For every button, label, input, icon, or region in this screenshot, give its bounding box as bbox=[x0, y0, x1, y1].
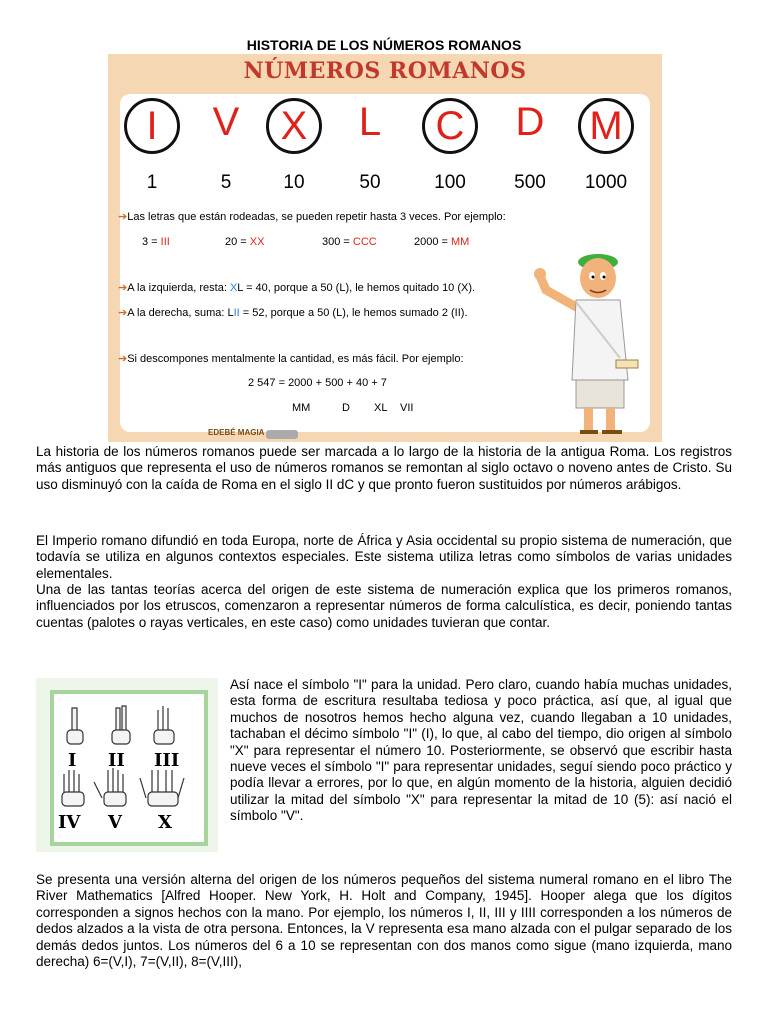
rule-repeat-text: Las letras que están rodeadas, se pueden repetir hasta 3 veces. Por ejemplo: bbox=[127, 211, 506, 223]
rule-right-prefix: A la derecha, suma: bbox=[127, 307, 228, 319]
numeral-value: 5 bbox=[220, 172, 232, 193]
decompose-roman: XL bbox=[374, 402, 388, 414]
rule-add-right bbox=[118, 306, 468, 319]
numeral-value: 50 bbox=[359, 172, 381, 193]
roman-numeral: C bbox=[422, 98, 478, 154]
numeral-value: 500 bbox=[514, 172, 546, 193]
paragraph-empire: El Imperio romano difundió en toda Europa, norte de África y Asia occidental su propio sistema de numeración, que todavía se utiliza en algunos contextos especiales. Este sistema utiliza letras como símbolos de varias unidades elementales. bbox=[36, 533, 732, 581]
rule-left-highlight: X bbox=[229, 282, 238, 294]
roman-numeral: X bbox=[266, 98, 322, 154]
paragraph-symbol-origin: Así nace el símbolo "I" para la unidad. Pero claro, cuando había muchas unidades, esta forma de escritura resultaba tediosa y poco práctica, así que, al igual que muchos de nosotros hemos hecho alguna vez, cuando llegaban a 10 unidades, tachaban el décimo símbolo "I" (I), lo que, al cabo del tiempo, dio origen al símbolo "X" para representar el número 10. Posteriormente, se observó que escribir hasta nueve veces el símbolo "I" para representar unidades, seguí siendo poco práctico y podía llevar a errores, por lo que, en algún momento de la historia, alguien decidió utilizar la mitad del símbolo "X" para representar la mitad de 10 (5): así nació el símbolo "V". bbox=[230, 677, 732, 824]
example-rhs: CCC bbox=[352, 236, 377, 248]
example-lhs: 2000 = bbox=[414, 236, 452, 248]
arrow-right-icon: ➔ bbox=[118, 211, 128, 223]
license-badge-icon bbox=[266, 430, 298, 439]
example-rhs: III bbox=[160, 236, 170, 248]
roman-numeral: M bbox=[578, 98, 634, 154]
rule-left-prefix: A la izquierda, resta: bbox=[127, 282, 230, 294]
roman-numeral: D bbox=[515, 100, 545, 144]
arrow-right-icon: ➔ bbox=[118, 307, 128, 319]
hand-label: V bbox=[108, 812, 122, 833]
numeral-value: 10 bbox=[283, 172, 305, 193]
paragraph-hooper: Se presenta una versión alterna del origen de los números pequeños del sistema numeral romano en el libro The River Mathematics [Alfred Hooper. New York, H. Holt and Company, 1945]. Hooper alega que los dígitos corresponden a signos hechos con la mano. Por ejemplo, los números I, II, III y IIII corresponden a los números de dedos alzados a la vista de otra persona. Entonces, la V representa esa mano alzada con el pulgar separado de los demás dedos juntos. Los números del 6 a 10 se representan con dos manos como sigue (mano izquierda, mano derecha) 6=(V,I), 7=(V,II), 8=(V,III), bbox=[36, 872, 732, 970]
roman-numeral: V bbox=[212, 100, 240, 144]
roman-numeral: L bbox=[358, 100, 382, 144]
infographic-title: NÚMEROS ROMANOS bbox=[243, 58, 527, 84]
paragraph-history: La historia de los números romanos puede ser marcada a lo largo de la historia de la antigua Roma. Los registros más antiguos que representa el uso de números romanos se remontan al siglo octavo o noveno antes de Cristo. Su uso disminuyó con la caída de Roma en el siglo II dC y que pronto fueron sustituidos por números arábigos. bbox=[36, 444, 732, 492]
hand-label: II bbox=[108, 750, 125, 771]
roman-numeral: I bbox=[124, 98, 180, 154]
rule-repeat bbox=[118, 210, 506, 223]
example-rhs: XX bbox=[249, 236, 265, 248]
rule-right-highlight: II bbox=[233, 307, 240, 319]
rule-left-letter: L bbox=[237, 282, 244, 294]
decompose-equation: 2 547 = 2000 + 500 + 40 + 7 bbox=[248, 377, 387, 389]
arrow-right-icon: ➔ bbox=[118, 282, 128, 294]
example-item bbox=[414, 236, 469, 248]
numeral-value: 1 bbox=[146, 172, 158, 193]
rule-right-rest: = 52, porque a 50 (L), le hemos sumado 2 (II). bbox=[239, 307, 468, 319]
rule-left-rest: = 40, porque a 50 (L), le hemos quitado 10 (X). bbox=[243, 282, 476, 294]
hand-label: IV bbox=[58, 812, 81, 833]
rule-decompose-text: Si descompones mentalmente la cantidad, es más fácil. Por ejemplo: bbox=[127, 353, 464, 365]
hand-signs-image bbox=[36, 678, 218, 852]
hand-signs-drawing bbox=[54, 694, 204, 842]
example-item bbox=[142, 236, 170, 248]
hand-label: III bbox=[154, 750, 180, 771]
example-lhs: 20 = bbox=[225, 236, 250, 248]
rule-decompose bbox=[118, 352, 464, 365]
decompose-roman: D bbox=[342, 402, 350, 414]
rule-right-letter: L bbox=[227, 307, 234, 319]
example-rhs: MM bbox=[451, 236, 470, 248]
hand-signs-frame bbox=[50, 690, 208, 846]
page-title: HISTORIA DE LOS NÚMEROS ROMANOS bbox=[246, 37, 522, 53]
hand-label: X bbox=[158, 812, 172, 833]
decompose-roman: VII bbox=[400, 402, 414, 414]
example-item bbox=[225, 236, 264, 248]
example-lhs: 300 = bbox=[322, 236, 353, 248]
decompose-roman: MM bbox=[292, 402, 311, 414]
publisher-logo: EDEBÉ MAGIA bbox=[208, 428, 265, 437]
numeral-value: 1000 bbox=[584, 172, 628, 193]
arrow-right-icon: ➔ bbox=[118, 353, 128, 365]
example-item bbox=[322, 236, 377, 248]
numeral-value: 100 bbox=[434, 172, 466, 193]
roman-character-illustration bbox=[532, 248, 652, 440]
paragraph-theory: Una de las tantas teorías acerca del origen de este sistema de numeración explica que los primeros romanos, influenciados por los etruscos, comenzaron a representar números de forma calculística, es decir, poniendo tantas cuentas (palotes o rayas verticales, en este caso) como unidades tuvieran que contar. bbox=[36, 582, 732, 630]
rule-subtract-left bbox=[118, 281, 475, 294]
hand-label: I bbox=[68, 750, 77, 771]
example-lhs: 3 = bbox=[142, 236, 161, 248]
